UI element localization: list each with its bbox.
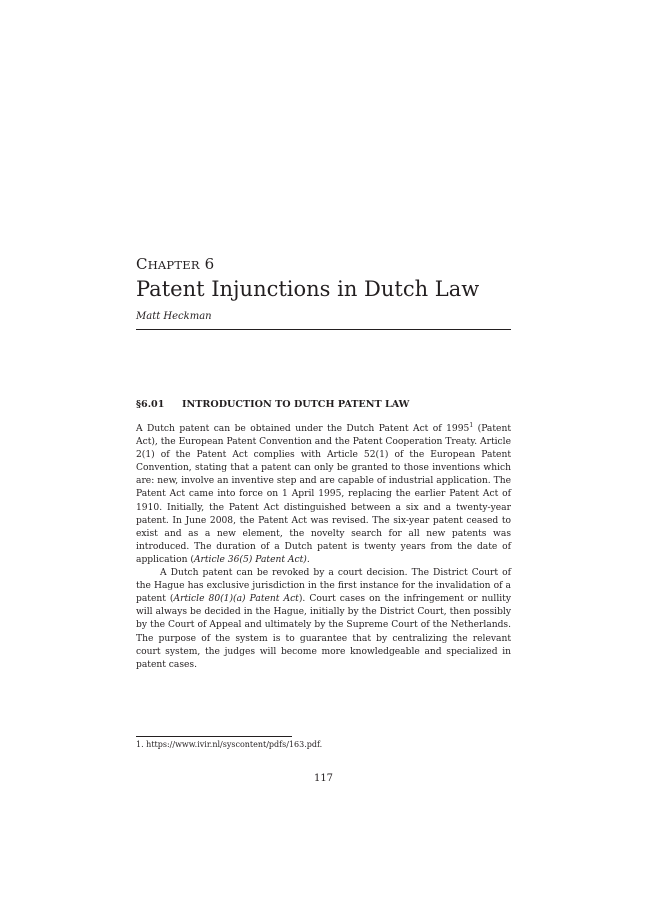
paragraph-1-text-a: A Dutch patent can be obtained under the Dutch Patent Act of 1995: [136, 424, 470, 434]
chapter-number: 6: [204, 255, 215, 273]
body-text: [136, 423, 511, 672]
paragraph-2-text-a: A Dutch patent can be revoked by a court decision. The District Court of the Hague has exclusive jurisdiction in the first instance for the invalidation of a patent (: [136, 568, 511, 605]
title-divider: [136, 329, 511, 330]
page-number: 117: [313, 773, 334, 784]
footnote-reference[interactable]: 1: [469, 422, 474, 429]
chapter-label-initial: C: [136, 255, 148, 273]
chapter-title: Patent Injunctions in Dutch Law: [136, 277, 480, 301]
chapter-label: [136, 255, 214, 274]
paragraph-1-text-b: (Patent Act), the European Patent Convention and the Patent Cooperation Treaty. Article 2(1) of the Patent Act complies with Article 52(1) of the European Patent Convention, stating that a patent can only be granted to those inventions which are: new, involve an inventive step and are capable of industrial application. The Patent Act came into force on 1 April 1995, replacing the earlier Patent Act of 1910. Initially, the Patent Act distinguished between a six and a twenty-year patent. In June 2008, the Patent Act was revised. The six-year patent ceased to exist and as a new element, the novelty search for all new patents was introduced. The duration of a Dutch patent is twenty years from the date of application (: [136, 424, 511, 565]
footnote[interactable]: 1. https://www.ivir.nl/syscontent/pdfs/163.pdf.: [136, 740, 323, 749]
chapter-label-rest: HAPTER: [147, 258, 200, 272]
paragraph-2-citation: Article 80(1)(a) Patent Act: [173, 594, 299, 605]
paragraph-1: [136, 423, 511, 567]
paragraph-1-text-c: .: [306, 554, 310, 565]
section-number: §6.01: [136, 399, 165, 410]
section-title: INTRODUCTION TO DUTCH PATENT LAW: [182, 399, 410, 410]
section-heading: [136, 398, 511, 412]
footnote-divider: [136, 736, 292, 737]
paragraph-2-text-b: ). Court cases on the infringement or nullity will always be decided in the Hague, initially by the District Court, then possibly by the Court of Appeal and ultimately by the Supreme Court of the Netherlands. The purpose of the system is to guarantee that by centralizing the relevant court system, the judges will become more knowledgeable and specialized in patent cases.: [136, 594, 511, 670]
paragraph-1-citation: Article 36(5) Patent Act): [193, 554, 307, 565]
paragraph-2: [136, 567, 511, 672]
author-name: Matt Heckman: [136, 311, 212, 322]
